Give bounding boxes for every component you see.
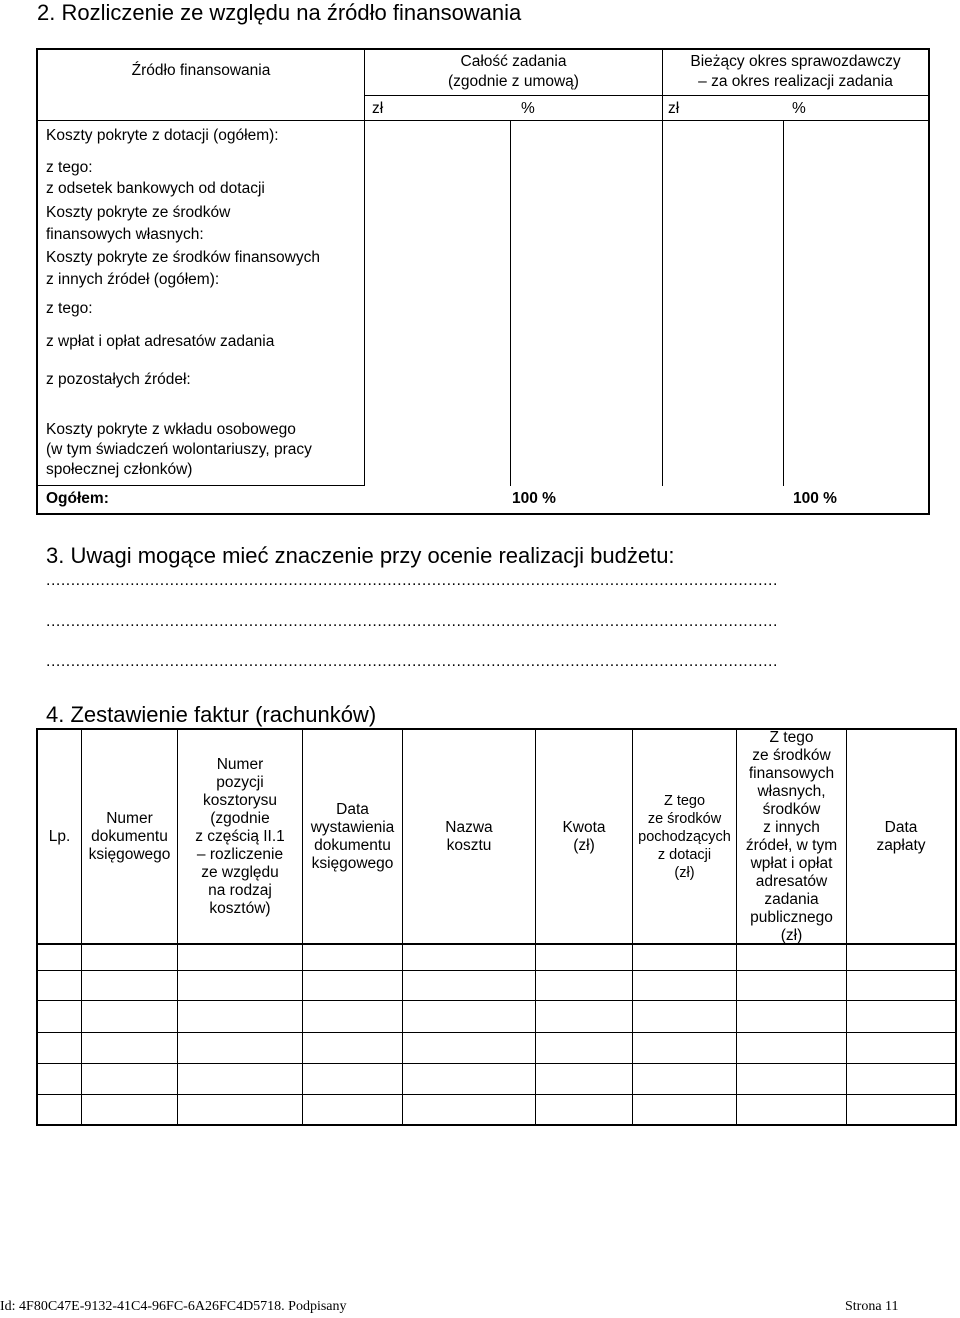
row-osobowy-line3: społecznej członków)	[46, 461, 193, 478]
row-inne-line2: z innych źródeł (ogółem):	[46, 271, 220, 288]
column-header-line: Lp.	[48, 828, 71, 845]
inv-row-line-1	[36, 970, 956, 971]
section-3-title: 3. Uwagi mogące mieć znaczenie przy ocenie realizacji budżetu:	[46, 543, 675, 568]
column-header-line: własnych,	[757, 783, 826, 800]
column-header-line: zapłaty	[876, 837, 926, 854]
column-header-line: kosztorysu	[202, 792, 278, 809]
column-header-cost-item	[178, 756, 302, 918]
total-label: Ogółem:	[46, 490, 109, 507]
column-header-line: – rozliczenie	[196, 846, 284, 863]
unit-total-percent: %	[521, 100, 535, 117]
column-header-line: adresatów	[755, 873, 828, 890]
section-4-title: 4. Zestawienie faktur (rachunków)	[46, 702, 377, 727]
column-header-line: na rodzaj	[208, 882, 272, 899]
column-header-line: Z tego	[769, 729, 814, 746]
notes-line-3: ....................................................................................................................................................	[46, 653, 778, 670]
inv-row-line-2	[36, 1000, 956, 1001]
column-header-line: ze środków	[752, 747, 831, 764]
header-current-line2: – za okres realizacji zadania	[698, 73, 893, 90]
column-header-line: ze względu	[201, 864, 279, 881]
column-header-line: Data	[884, 819, 918, 836]
units-separator	[364, 95, 930, 96]
current-percent: 100 %	[793, 490, 837, 507]
table-border-right	[928, 48, 930, 515]
inv-col-line-9	[955, 728, 957, 1126]
inv-border-bottom	[36, 1124, 956, 1126]
section-2-title: 2. Rozliczenie ze względu na źródło finansowania	[37, 0, 522, 25]
column-header-line: z innych	[763, 819, 820, 836]
column-header-lp	[38, 828, 81, 846]
column-header-line: pozycji	[216, 774, 264, 791]
column-divider-3	[662, 48, 663, 486]
column-header-subsidy	[633, 792, 736, 882]
column-header-line: Z tego	[663, 793, 706, 809]
table-border-bottom	[36, 513, 930, 515]
column-divider-4	[783, 120, 784, 486]
column-header-line: z częścią II.1	[195, 828, 285, 845]
column-header-line: (zgodnie	[210, 810, 270, 827]
row-pozostale: z pozostałych źródeł:	[46, 371, 191, 388]
inv-row-line-3	[36, 1032, 956, 1033]
column-header-line: Numer	[216, 756, 264, 773]
column-header-line: publicznego	[750, 909, 833, 926]
unit-total-zl: zł	[372, 100, 384, 117]
inv-col-line-5	[535, 728, 536, 1126]
inv-row-line-5	[36, 1094, 956, 1095]
row-osobowy-line2: (w tym świadczeń wolontariuszy, pracy	[46, 441, 312, 458]
column-header-line: Nazwa	[445, 819, 493, 836]
header-source: Źródło finansowania	[131, 62, 271, 79]
row-z-tego-2: z tego:	[46, 300, 93, 317]
inv-col-line-6	[632, 728, 633, 1126]
column-header-cost-name	[403, 819, 535, 855]
row-inne-line1: Koszty pokryte ze środków finansowych	[46, 249, 320, 266]
column-header-line: ze środków	[647, 811, 722, 827]
column-header-line: środków	[762, 801, 821, 818]
column-header-line: (zł)	[573, 837, 595, 854]
column-header-line: finansowych	[748, 765, 835, 782]
column-header-line: wpłat i opłat	[750, 855, 833, 872]
column-header-document-number	[82, 810, 177, 864]
total-percent: 100 %	[512, 490, 556, 507]
column-header-line: księgowego	[88, 846, 171, 863]
inv-col-line-0	[36, 728, 38, 1126]
total-row-separator	[36, 485, 364, 486]
column-header-line: dokumentu	[314, 837, 391, 854]
inv-col-line-8	[846, 728, 847, 1126]
inv-col-line-1	[81, 728, 82, 1126]
row-z-tego: z tego:	[46, 159, 93, 176]
row-wlasne-line2: finansowych własnych:	[46, 226, 204, 243]
column-header-line: Numer	[106, 810, 153, 827]
inv-col-line-3	[302, 728, 303, 1126]
row-wlasne-line1: Koszty pokryte ze środków	[46, 204, 231, 221]
column-divider-1	[364, 48, 365, 486]
notes-line-2: ....................................................................................................................................................	[46, 613, 778, 630]
header-separator	[36, 120, 930, 121]
column-header-line: zadania	[764, 891, 819, 908]
inv-col-line-4	[402, 728, 403, 1126]
column-header-line: z dotacji	[657, 847, 712, 863]
notes-line-1: ....................................................................................................................................................	[46, 572, 778, 589]
column-header-line: dokumentu	[91, 828, 168, 845]
column-header-line: kosztów)	[209, 900, 271, 917]
column-header-line: księgowego	[311, 855, 394, 872]
column-divider-2	[510, 120, 511, 486]
row-wplaty: z wpłat i opłat adresatów zadania	[46, 333, 275, 350]
unit-current-zl: zł	[668, 100, 680, 117]
table-border-top	[36, 48, 930, 50]
column-header-line: Kwota	[562, 819, 606, 836]
header-total-line1: Całość zadania	[460, 53, 567, 70]
column-header-line: pochodzących	[638, 829, 731, 845]
column-header-line: (zł)	[674, 865, 695, 881]
column-header-other-sources	[737, 729, 846, 945]
header-current-line1: Bieżący okres sprawozdawczy	[690, 53, 901, 70]
footer-page-number: Strona 11	[845, 1299, 899, 1314]
table-border-left	[36, 48, 38, 515]
footer-document-id: Id: 4F80C47E-9132-41C4-96FC-6A26FC4D5718. Podpisany	[0, 1299, 347, 1314]
row-dotacja: Koszty pokryte z dotacji (ogółem):	[46, 127, 279, 144]
column-header-issue-date	[303, 801, 402, 873]
column-header-line: (zł)	[780, 927, 803, 944]
row-odsetki: z odsetek bankowych od dotacji	[46, 180, 265, 197]
unit-current-percent: %	[792, 100, 806, 117]
column-header-line: źródeł, w tym	[745, 837, 838, 854]
header-total-line2: (zgodnie z umową)	[448, 73, 579, 90]
column-header-line: Data	[336, 801, 369, 818]
column-header-line: kosztu	[446, 837, 492, 854]
column-header-payment-date	[847, 819, 955, 855]
column-header-amount	[536, 819, 632, 855]
column-header-line: wystawienia	[310, 819, 395, 836]
row-osobowy-line1: Koszty pokryte z wkładu osobowego	[46, 421, 296, 438]
inv-row-line-4	[36, 1063, 956, 1064]
